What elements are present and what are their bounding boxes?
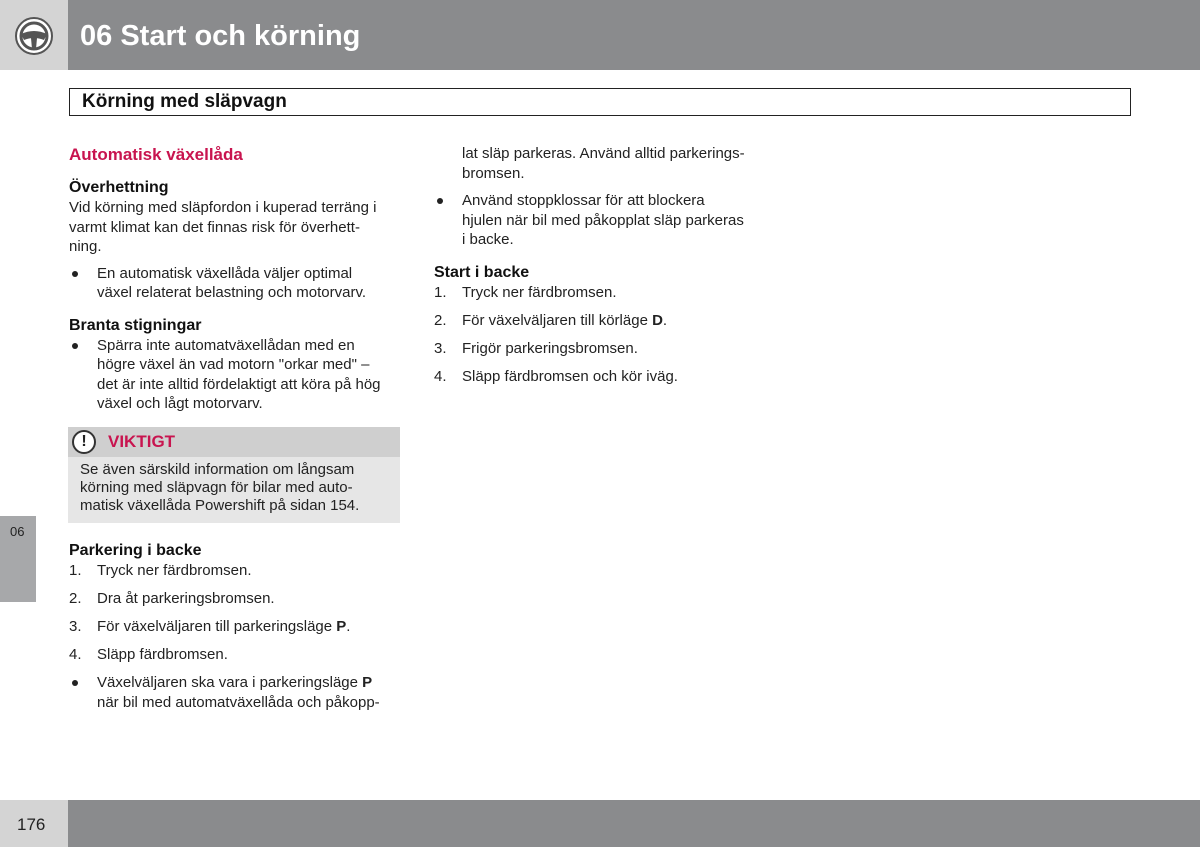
page-number: 176 xyxy=(17,815,46,834)
numbered-step xyxy=(434,367,774,387)
numbered-step xyxy=(69,561,404,581)
subheading-parking-hill: Parkering i backe xyxy=(69,542,202,559)
continued-text xyxy=(434,144,774,183)
subheading-steep-hills: Branta stigningar xyxy=(69,316,202,334)
notice-text xyxy=(80,461,392,515)
step-number: 4. xyxy=(434,367,447,385)
section-title: Körning med släpvagn xyxy=(82,91,287,112)
notice-title: VIKTIGT xyxy=(108,432,176,451)
bullet-icon xyxy=(72,271,78,277)
step-text: För växelväljaren till körläge xyxy=(462,311,653,329)
step-number: 3. xyxy=(69,618,82,635)
right-column xyxy=(434,144,774,386)
bullet-item xyxy=(69,673,404,712)
gear-letter: D xyxy=(652,311,663,329)
heading-automatic-gearbox: Automatisk växellåda xyxy=(69,145,243,164)
numbered-step xyxy=(69,589,404,609)
chapter-side-tab xyxy=(0,516,36,602)
step-text: Frigör parkeringsbromsen. xyxy=(462,339,638,357)
gear-letter: P xyxy=(336,618,347,635)
step-end: . xyxy=(662,311,668,329)
paragraph-line: Vid körning med släpfordon i kuperad terräng i xyxy=(69,199,377,216)
bullet-line: växel och lågt motorvarv. xyxy=(97,395,263,412)
bullet-line: det är inte alltid fördelaktigt att köra på hög xyxy=(97,375,381,393)
notice-line: Se även särskild information om långsam xyxy=(80,461,355,478)
paragraph-line: bromsen. xyxy=(462,164,525,182)
numbered-step xyxy=(434,339,774,359)
step-text: Tryck ner färdbromsen. xyxy=(97,562,252,579)
paragraph-line: varmt klimat kan det finnas risk för överhett- xyxy=(69,218,360,236)
step-end: . xyxy=(346,618,351,635)
exclamation-icon: ! xyxy=(72,430,96,454)
numbered-step xyxy=(434,311,774,331)
paragraph-line: lat släp parkeras. Använd alltid parkerings- xyxy=(462,145,745,162)
subheading-hill-start: Start i backe xyxy=(434,263,530,281)
bullet-icon xyxy=(437,198,443,204)
bullet-text: Växelväljaren ska vara i parkeringsläge xyxy=(97,674,363,691)
bullet-item xyxy=(69,336,404,414)
bullet-line: hjulen när bil med påkopplat släp parkeras xyxy=(462,211,744,229)
section-title-box xyxy=(69,88,1131,116)
step-number: 2. xyxy=(69,590,82,607)
gear-letter: P xyxy=(362,674,373,691)
step-text: Tryck ner färdbromsen. xyxy=(462,283,617,301)
step-text: Släpp färdbromsen och kör iväg. xyxy=(462,367,678,385)
bullet-icon xyxy=(72,343,78,349)
notice-line: matisk växellåda Powershift på sidan 154. xyxy=(80,497,360,514)
bullet-icon xyxy=(72,680,78,686)
step-text: Släpp färdbromsen. xyxy=(97,646,228,663)
step-text: Dra åt parkeringsbromsen. xyxy=(97,590,275,607)
bullet-line: Spärra inte automatväxellådan med en xyxy=(97,336,355,354)
left-column-bottom xyxy=(69,541,404,712)
step-text: För växelväljaren till parkeringsläge xyxy=(97,618,337,635)
bullet-line: i backe. xyxy=(462,231,514,248)
bullet-line: Använd stoppklossar för att blockera xyxy=(462,192,705,209)
paragraph-line: ning. xyxy=(69,238,102,255)
bullet-item xyxy=(434,191,774,250)
bullet-line: när bil med automatväxellåda och påkopp- xyxy=(97,693,380,711)
left-column-top xyxy=(69,144,404,414)
step-number: 1. xyxy=(69,562,82,579)
bullet-line: växel relaterat belastning och motorvarv. xyxy=(97,284,367,301)
footer-bar xyxy=(68,800,1200,847)
step-number: 2. xyxy=(434,311,447,329)
step-number: 4. xyxy=(69,646,82,663)
bullet-line: En automatisk växellåda väljer optimal xyxy=(97,264,353,282)
important-notice-box xyxy=(68,427,400,523)
subheading-overheating: Överhettning xyxy=(69,179,169,196)
side-tab-label: 06 xyxy=(10,524,25,539)
bullet-line: högre växel än vad motorn "orkar med" – xyxy=(97,356,370,373)
bullet-item xyxy=(69,264,404,303)
notice-line: körning med släpvagn för bilar med auto- xyxy=(80,479,353,496)
notice-header xyxy=(68,427,400,457)
numbered-step xyxy=(434,283,774,303)
step-number: 1. xyxy=(434,283,447,301)
steering-wheel-icon xyxy=(14,16,54,56)
numbered-step xyxy=(69,645,404,665)
step-number: 3. xyxy=(434,339,447,357)
chapter-title: 06 Start och körning xyxy=(80,20,361,52)
numbered-step xyxy=(69,617,404,637)
